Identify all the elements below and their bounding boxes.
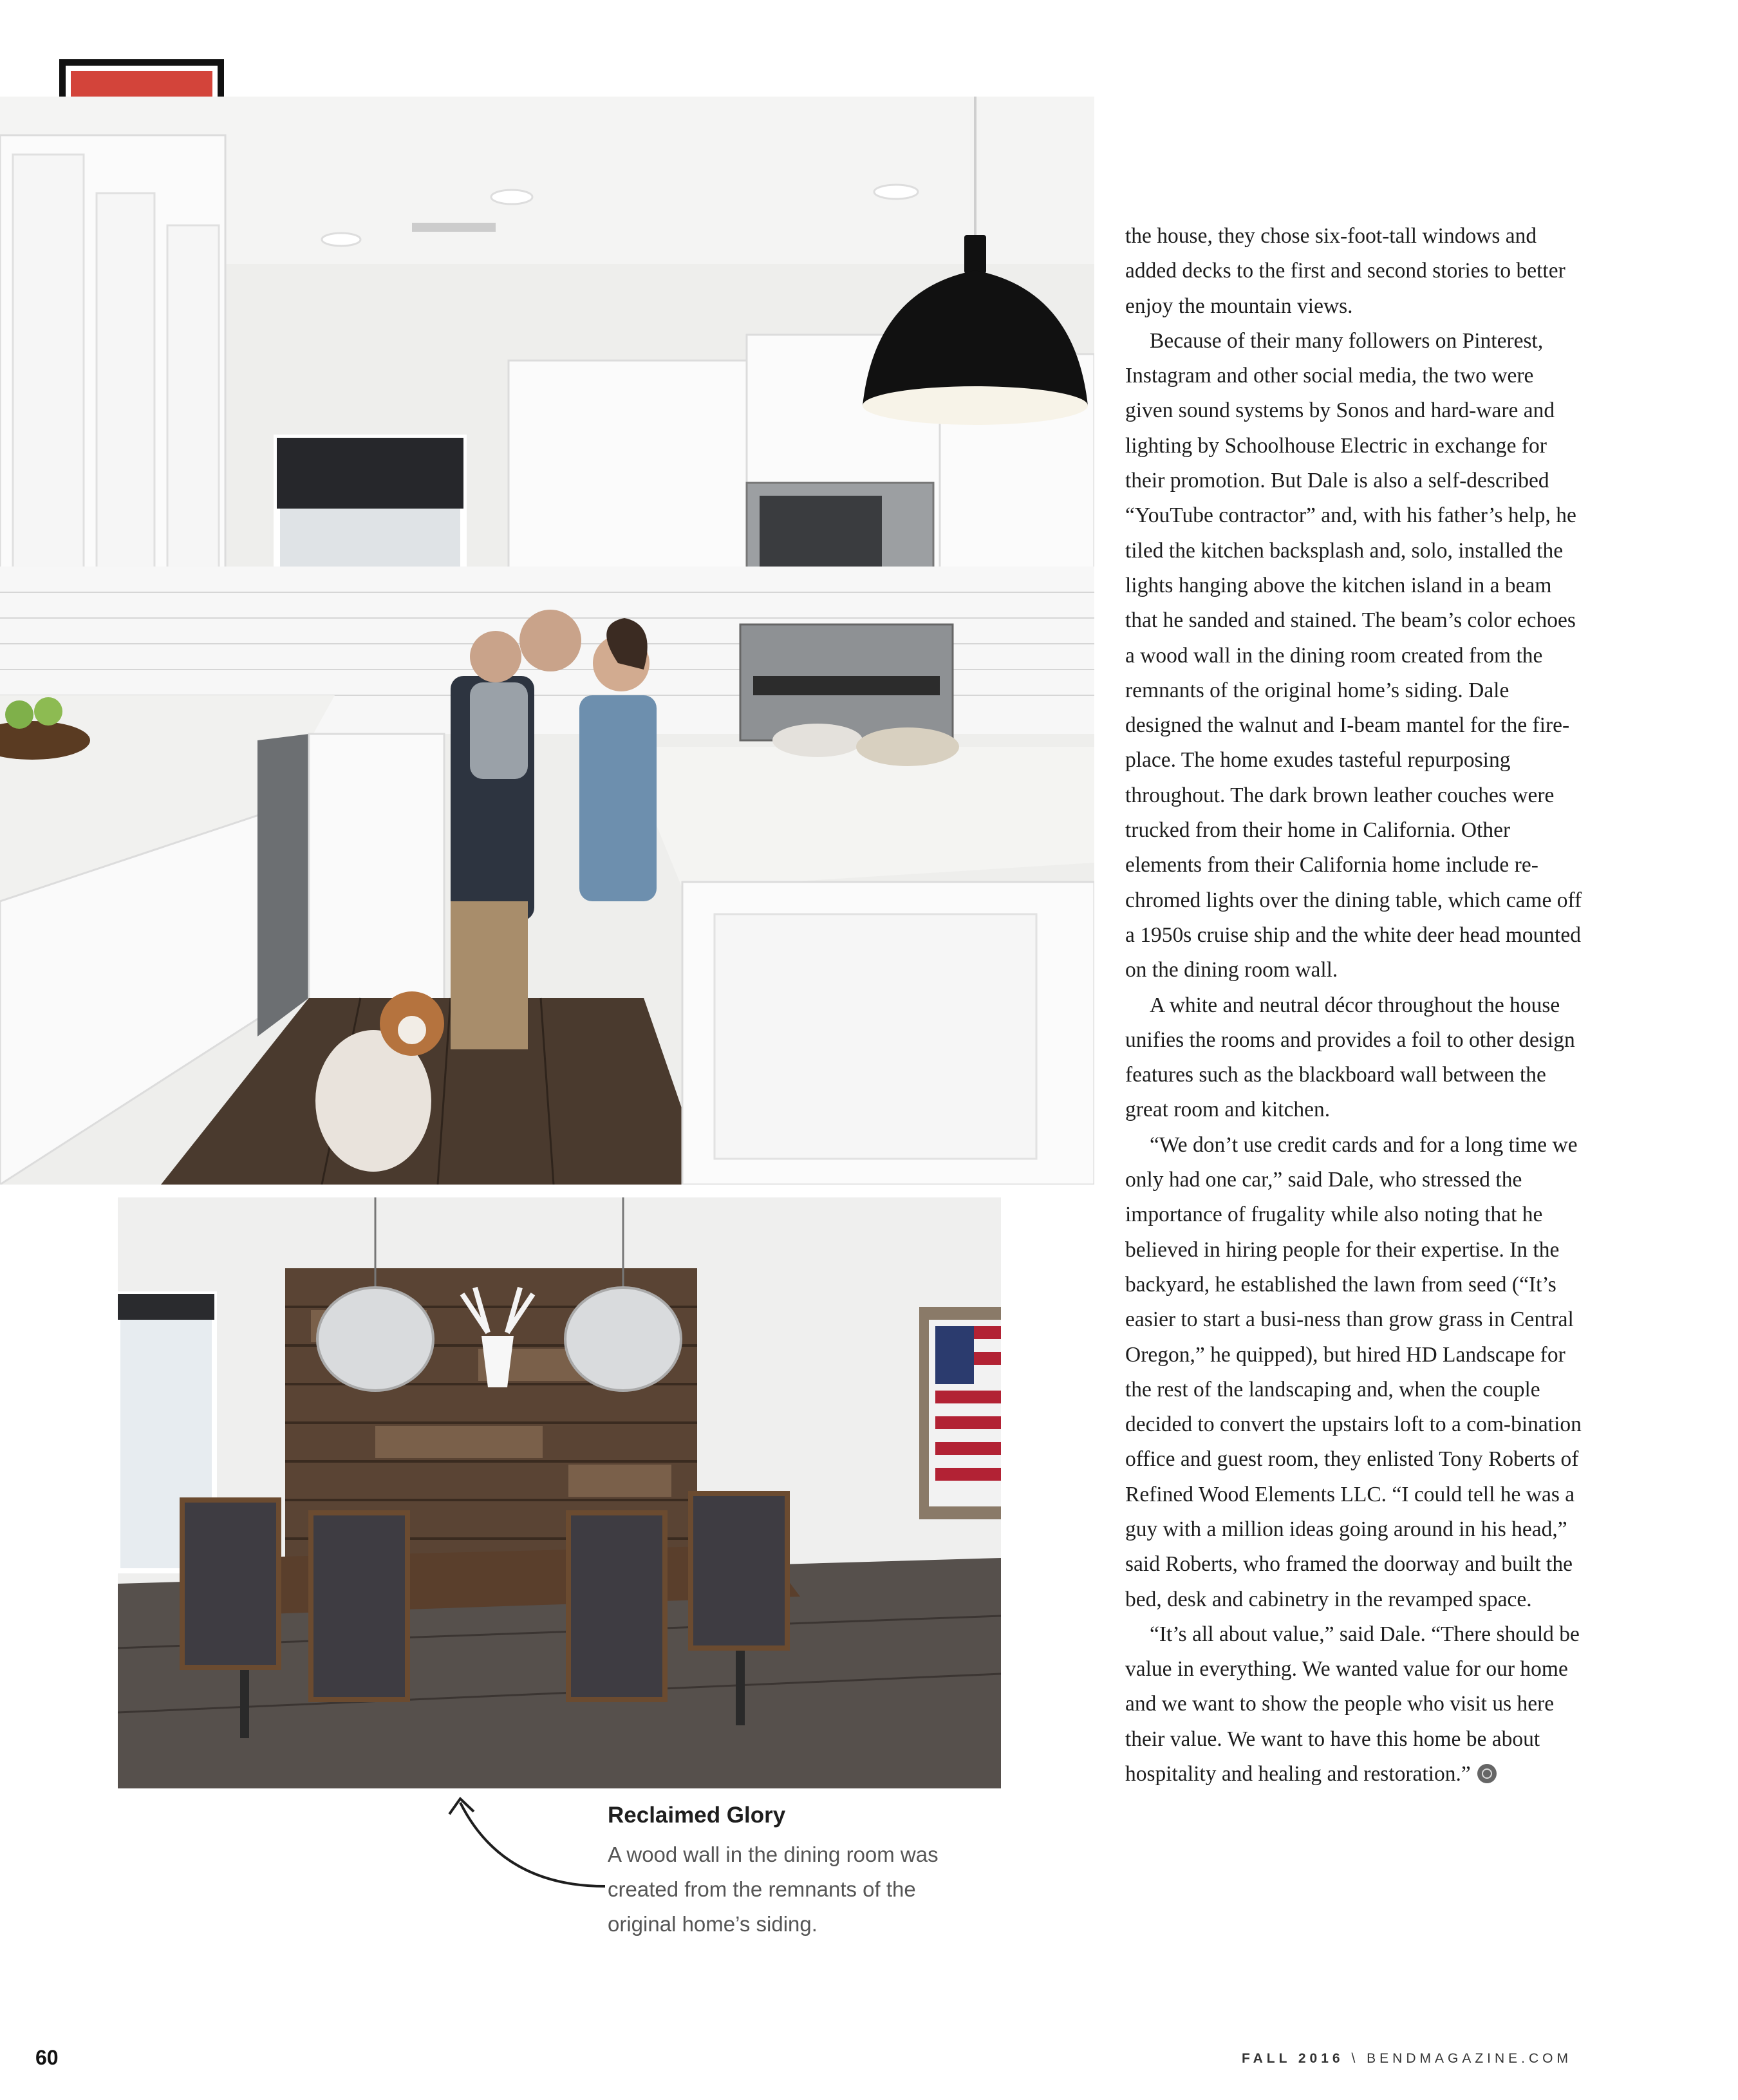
article-body xyxy=(1125,219,1582,1792)
footer-separator: \ xyxy=(1351,2051,1360,2066)
page-number: 60 xyxy=(35,2046,59,2069)
article-paragraph-last xyxy=(1125,1617,1582,1792)
kitchen-illustration xyxy=(0,97,1094,1185)
caption-arrow-icon xyxy=(444,1790,612,1893)
photo-caption xyxy=(608,1803,968,1942)
footer-site: BENDMAGAZINE.COM xyxy=(1367,2051,1572,2066)
caption-title: Reclaimed Glory xyxy=(608,1803,786,1828)
caption-body: A wood wall in the dining room was created from the remnants of the original home’s siding. xyxy=(608,1842,939,1936)
article-paragraph: Because of their many followers on Pinterest, Instagram and other social media, the two were given sound systems by Sonos and hard-ware and lighting by Schoolhouse Electric in exchange for their promotion. But Dale is also a self-described “YouTube contractor” and, with his father’s help, he tiled the kitchen backsplash and, solo, installed the lights hanging above the kitchen island in a beam that he sanded and stained. The beam’s color echoes a wood wall in the dining room created from the remnants of the original home’s siding. Dale designed the walnut and I-beam mantel for the fire-place. The home exudes tasteful repurposing throughout. The dark brown leather couches were trucked from their home in California. Other elements from their California home include re-chromed lights over the dining table, which came off a 1950s cruise ship and the white deer head mounted on the dining room wall. xyxy=(1125,328,1582,982)
dining-illustration xyxy=(118,1197,1001,1788)
kitchen-photo xyxy=(0,97,1094,1185)
footer-issue: FALL 2016 xyxy=(1241,2051,1344,2066)
article-paragraph: “We don’t use credit cards and for a long time we only had one car,” said Dale, who stressed the importance of frugality while also noting that he believed in hiring people for their expertise. In the backyard, he established the lawn from seed (“It’s easier to start a busi-ness than grow grass in Central Oregon,” he quipped), but hired HD Landscape for the rest of the landscaping and, when the couple decided to convert the upstairs loft to a com-bination office and guest room, they enlisted Tony Roberts of Refined Wood Elements LLC. “I could tell he was a guy with a million ideas going around in his head,” said Roberts, who framed the doorway and built the bed, desk and cabinetry in the revamped space. xyxy=(1125,1132,1582,1611)
article-paragraph: A white and neutral décor throughout the house unifies the rooms and provides a foil to other design features such as the blackboard wall between the great room and kitchen. xyxy=(1125,993,1575,1122)
article-paragraph: the house, they chose six-foot-tall windows and added decks to the first and second stories to better enjoy the mountain views. xyxy=(1125,224,1565,318)
article-paragraph-text: “It’s all about value,” said Dale. “There should be value in everything. We wanted value for our home and we want to show the people who visit us here their value. We want to have this home be about hospitality and healing and restoration.” xyxy=(1125,1622,1580,1786)
dining-room-photo xyxy=(118,1197,1001,1788)
end-mark-icon xyxy=(1477,1764,1497,1783)
footer-issue-line xyxy=(1242,2051,1572,2067)
